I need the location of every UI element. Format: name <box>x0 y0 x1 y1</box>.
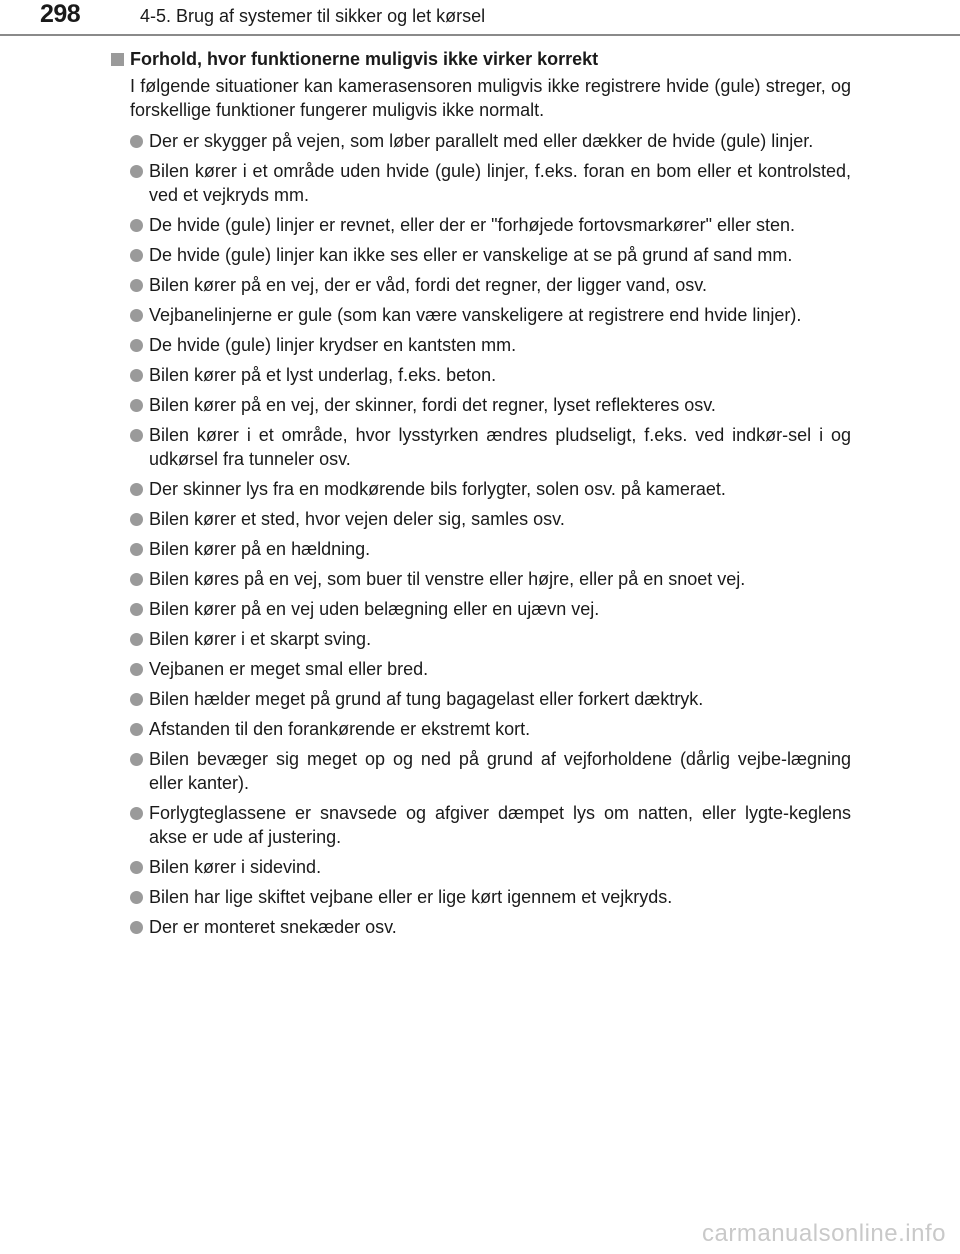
round-bullet-icon <box>130 429 143 442</box>
list-item-text: Bilen kører i sidevind. <box>149 857 322 877</box>
list-item <box>111 885 851 909</box>
chapter-title: 4-5. Brug af systemer til sikker og let kørsel <box>140 6 486 26</box>
list-item-text: Bilen kører på en hældning. <box>149 539 371 559</box>
list-item-text: Bilen kører på en vej, der er våd, fordi det regner, der ligger vand, osv. <box>149 275 707 295</box>
round-bullet-icon <box>130 543 143 556</box>
list-item <box>111 717 851 741</box>
list-item <box>111 423 851 471</box>
list-item <box>111 303 851 327</box>
section-intro: I følgende situationer kan kamerasensoren muligvis ikke registrere hvide (gule) streger, og forskellige funktioner fungerer muligvis ikke normalt. <box>130 76 851 120</box>
list-item <box>111 333 851 357</box>
list-item-text: De hvide (gule) linjer er revnet, eller der er "forhøjede fortovsmarkører" eller sten. <box>149 215 796 235</box>
round-bullet-icon <box>130 339 143 352</box>
list-item <box>111 393 851 417</box>
round-bullet-icon <box>130 309 143 322</box>
round-bullet-icon <box>130 279 143 292</box>
list-item <box>111 273 851 297</box>
page-number: 298 <box>40 0 81 28</box>
list-item-text: Bilen kører i et område uden hvide (gule) linjer, f.eks. foran en bom eller et kontrolsted, ved et vejkryds mm. <box>149 161 851 205</box>
round-bullet-icon <box>130 891 143 904</box>
round-bullet-icon <box>130 603 143 616</box>
list-item <box>111 213 851 237</box>
round-bullet-icon <box>130 861 143 874</box>
page-header <box>0 0 960 38</box>
list-item-text: Bilen kører på en vej uden belægning eller en ujævn vej. <box>149 599 600 619</box>
list-item-text: Afstanden til den forankørende er ekstremt kort. <box>149 719 531 739</box>
list-item <box>111 687 851 711</box>
round-bullet-icon <box>130 513 143 526</box>
list-item-text: Bilen kører i et område, hvor lysstyrken ændres pludseligt, f.eks. ved indkør-sel i og udkørsel fra tunneler osv. <box>149 425 851 469</box>
list-item <box>111 159 851 207</box>
list-item-text: Der er skygger på vejen, som løber parallelt med eller dækker de hvide (gule) linjer. <box>149 131 814 151</box>
section-heading-text: Forhold, hvor funktionerne muligvis ikke virker korrekt <box>130 49 599 69</box>
section-heading <box>111 44 851 74</box>
list-item-text: Bilen bevæger sig meget op og ned på grund af vejforholdene (dårlig vejbe-lægning eller kanter). <box>149 749 851 793</box>
list-item-text: Bilen har lige skiftet vejbane eller er lige kørt igennem et vejkryds. <box>149 887 673 907</box>
list-item-text: Vejbanelinjerne er gule (som kan være vanskeligere at registrere end hvide linjer). <box>149 305 802 325</box>
header-rule <box>0 34 960 36</box>
list-item-text: Bilen kører på en vej, der skinner, fordi det regner, lyset reflekteres osv. <box>149 395 716 415</box>
list-item-text: Bilen kører på et lyst underlag, f.eks. beton. <box>149 365 497 385</box>
list-item <box>111 747 851 795</box>
watermark: carmanualsonline.info <box>702 1220 946 1247</box>
round-bullet-icon <box>130 135 143 148</box>
round-bullet-icon <box>130 723 143 736</box>
list-item-text: Der er monteret snekæder osv. <box>149 917 397 937</box>
round-bullet-icon <box>130 249 143 262</box>
round-bullet-icon <box>130 693 143 706</box>
round-bullet-icon <box>130 165 143 178</box>
list-item <box>111 507 851 531</box>
round-bullet-icon <box>130 483 143 496</box>
round-bullet-icon <box>130 219 143 232</box>
list-item-text: Bilen kører i et skarpt sving. <box>149 629 372 649</box>
list-item <box>111 477 851 501</box>
list-item <box>111 801 851 849</box>
round-bullet-icon <box>130 633 143 646</box>
list-item <box>111 627 851 651</box>
list-item-text: Vejbanen er meget smal eller bred. <box>149 659 429 679</box>
list-item <box>111 567 851 591</box>
square-bullet-icon <box>111 53 124 66</box>
round-bullet-icon <box>130 807 143 820</box>
list-item-text: De hvide (gule) linjer kan ikke ses eller er vanskelige at se på grund af sand mm. <box>149 245 793 265</box>
section-conditions <box>111 44 851 945</box>
round-bullet-icon <box>130 921 143 934</box>
list-item <box>111 657 851 681</box>
round-bullet-icon <box>130 573 143 586</box>
list-item <box>111 855 851 879</box>
round-bullet-icon <box>130 663 143 676</box>
list-item-text: Der skinner lys fra en modkørende bils forlygter, solen osv. på kameraet. <box>149 479 726 499</box>
list-item <box>111 243 851 267</box>
round-bullet-icon <box>130 399 143 412</box>
list-item-text: Bilen hælder meget på grund af tung bagagelast eller forkert dæktryk. <box>149 689 704 709</box>
list-item <box>111 915 851 939</box>
list-item-text: Forlygteglassene er snavsede og afgiver dæmpet lys om natten, eller lygte-keglens akse er ude af justering. <box>149 803 851 847</box>
round-bullet-icon <box>130 753 143 766</box>
list-item <box>111 129 851 153</box>
round-bullet-icon <box>130 369 143 382</box>
list-item <box>111 363 851 387</box>
list-item-text: De hvide (gule) linjer krydser en kantsten mm. <box>149 335 517 355</box>
list-item <box>111 537 851 561</box>
list-item-text: Bilen køres på en vej, som buer til venstre eller højre, eller på en snoet vej. <box>149 569 746 589</box>
bullet-list <box>111 129 851 939</box>
list-item-text: Bilen kører et sted, hvor vejen deler sig, samles osv. <box>149 509 565 529</box>
list-item <box>111 597 851 621</box>
